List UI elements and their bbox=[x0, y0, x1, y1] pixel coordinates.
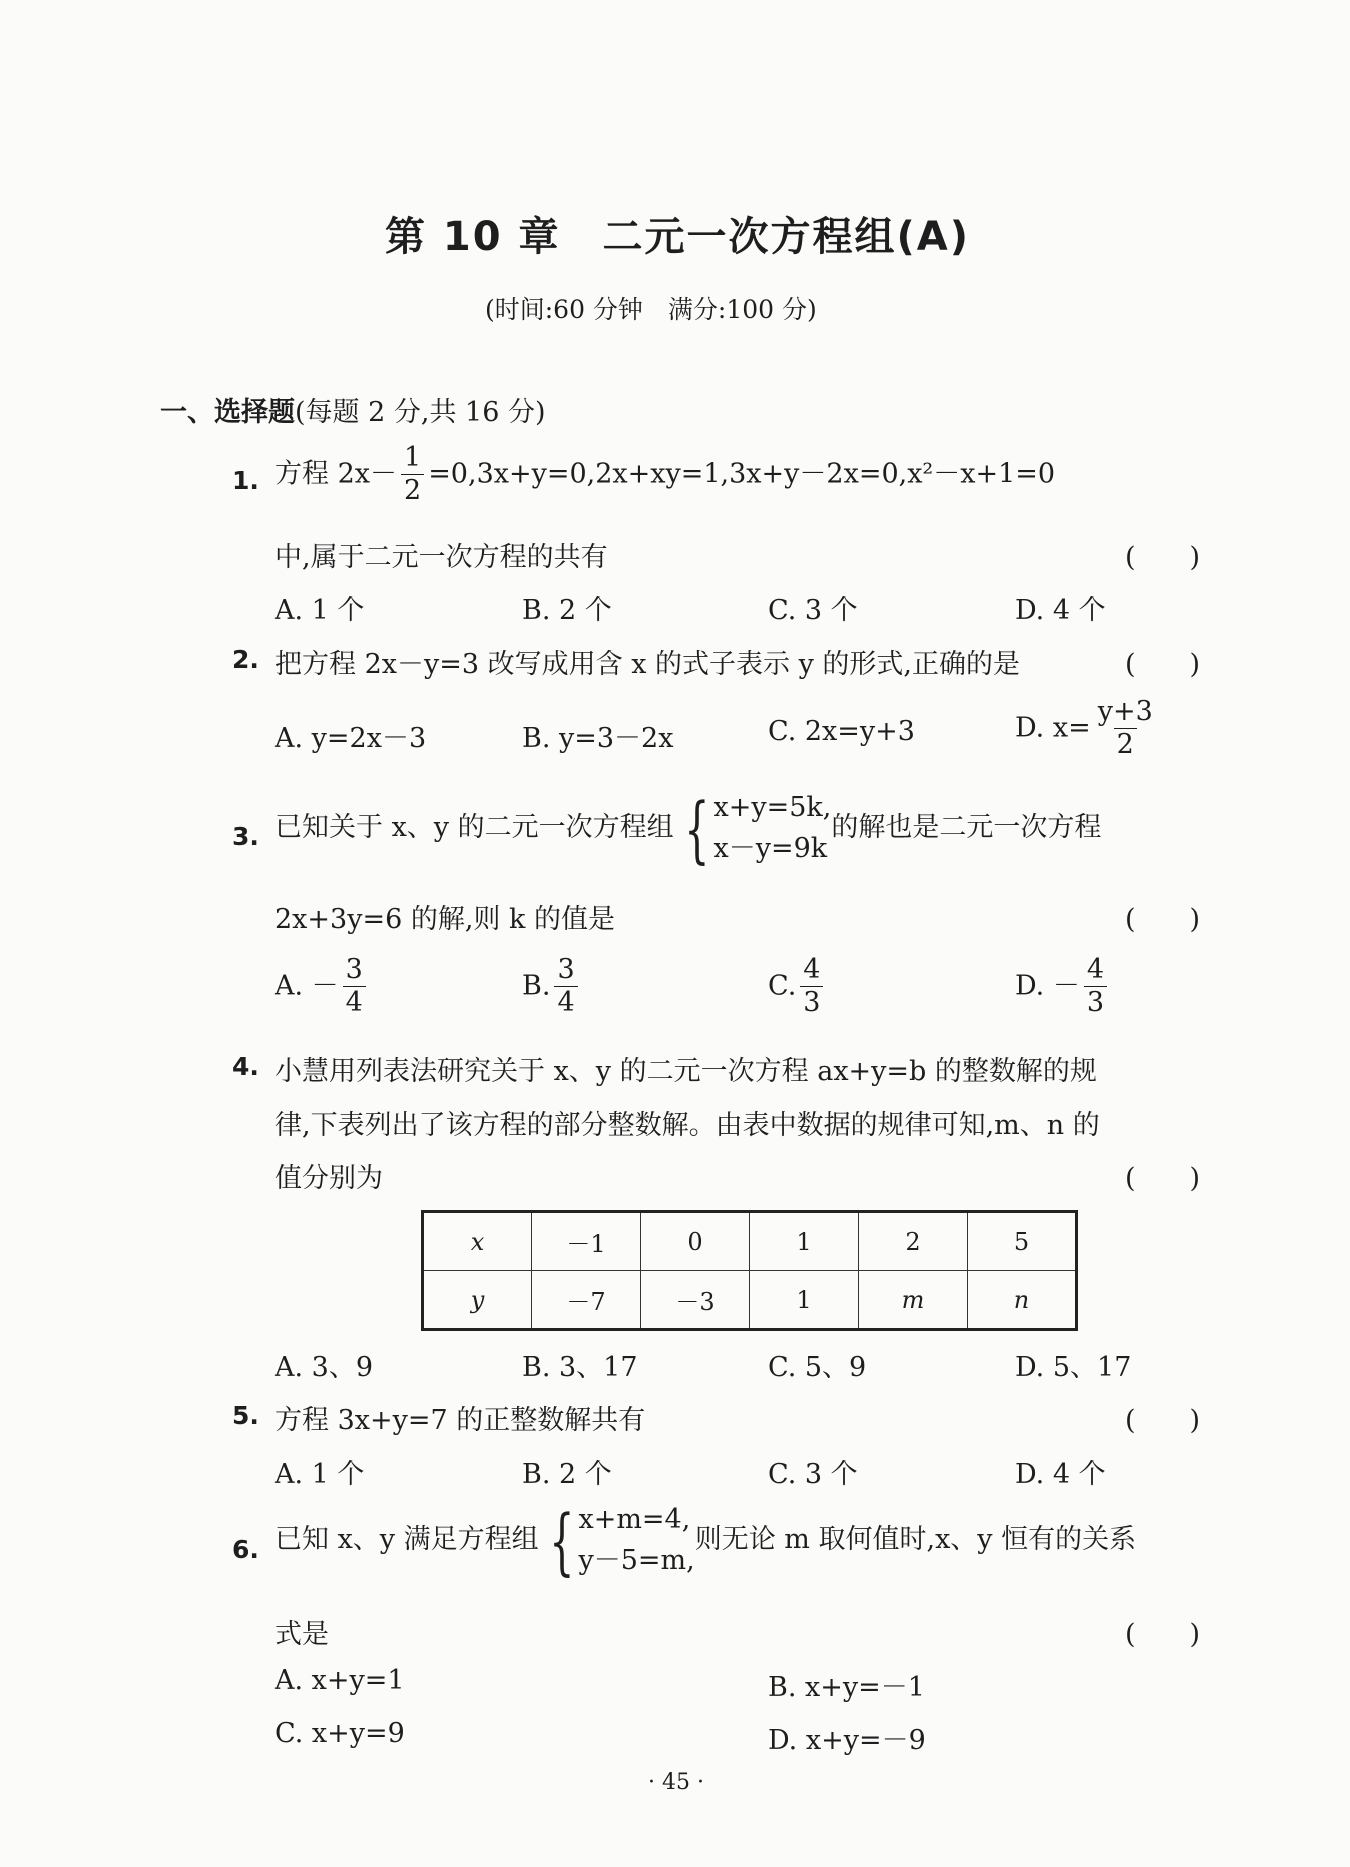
section-label: 一、选择题 bbox=[160, 397, 295, 428]
question-1-text bbox=[275, 444, 1055, 506]
table-cell: 2 bbox=[859, 1212, 968, 1271]
q5-option-a: A. 1 个 bbox=[275, 1459, 365, 1490]
table-cell bbox=[423, 1271, 532, 1330]
q3-opt-d-label: D. － bbox=[1015, 970, 1080, 1002]
q3-opt-d-num: 4 bbox=[1086, 954, 1105, 985]
q2-optd-den: 2 bbox=[1114, 728, 1137, 759]
question-6-text bbox=[275, 1500, 1136, 1581]
q3-opt-b-fraction bbox=[554, 956, 577, 1018]
q3-option-b bbox=[522, 956, 582, 1018]
q3-equation-system bbox=[674, 788, 832, 869]
q3-opt-c-fraction bbox=[800, 956, 823, 1018]
table-row-x bbox=[423, 1212, 1077, 1271]
q5-option-d: D. 4 个 bbox=[1015, 1459, 1106, 1490]
q6-eq2: y－5=m, bbox=[578, 1544, 695, 1576]
q3-opt-b-num: 3 bbox=[557, 954, 575, 985]
table-cell-n: n bbox=[1013, 1285, 1030, 1314]
q6-option-a: A. x+y=1 bbox=[275, 1665, 405, 1696]
q1-pre: 方程 2x－ bbox=[275, 458, 397, 490]
question-4-number: 4. bbox=[232, 1052, 259, 1081]
table-cell-m: m bbox=[901, 1285, 925, 1314]
table-header-x: x bbox=[470, 1227, 485, 1256]
question-2-number: 2. bbox=[232, 645, 259, 674]
table-cell: －1 bbox=[532, 1212, 641, 1271]
q3-eq2: x－y=9k bbox=[713, 832, 828, 864]
q2-option-b: B. y=3－2x bbox=[522, 723, 674, 754]
table-cell bbox=[968, 1271, 1077, 1330]
q2-option-a: A. y=2x－3 bbox=[275, 723, 427, 754]
q2-option-d-label: D. x= bbox=[1015, 712, 1091, 744]
q1-post: =0,3x+y=0,2x+xy=1,3x+y－2x=0,x²－x+1=0 bbox=[428, 458, 1056, 490]
table-row-y bbox=[423, 1271, 1077, 1330]
table-cell: －7 bbox=[532, 1271, 641, 1330]
q2-option-d-fraction bbox=[1095, 698, 1156, 760]
time-score-note: (时间:60 分钟 满分:100 分) bbox=[485, 295, 817, 324]
q3-opt-c-den: 3 bbox=[800, 986, 823, 1017]
q6-option-d: D. x+y=－9 bbox=[768, 1725, 926, 1756]
question-4-line2: 律,下表列出了该方程的部分整数解。由表中数据的规律可知,m、n 的 bbox=[275, 1110, 1100, 1141]
q3-opt-b-den: 4 bbox=[554, 986, 577, 1017]
q3-brace: { bbox=[683, 786, 710, 871]
table-cell bbox=[859, 1271, 968, 1330]
q3-pre: 已知关于 x、y 的二元一次方程组 bbox=[275, 812, 674, 843]
question-3-text bbox=[275, 788, 1101, 869]
q5-answer-paren: ( ) bbox=[1125, 1405, 1201, 1436]
question-6-number: 6. bbox=[232, 1535, 259, 1564]
q5-option-b: B. 2 个 bbox=[522, 1459, 612, 1490]
q1-fraction bbox=[401, 444, 424, 506]
q1-option-a: A. 1 个 bbox=[275, 595, 365, 626]
page-title: 第 10 章 二元一次方程组(A) bbox=[385, 214, 971, 260]
q2-optd-num: y+3 bbox=[1097, 696, 1153, 727]
q1-option-d: D. 4 个 bbox=[1015, 595, 1106, 626]
question-5-text: 方程 3x+y=7 的正整数解共有 bbox=[275, 1405, 646, 1436]
table-cell: 0 bbox=[641, 1212, 750, 1271]
q6-post: 则无论 m 取何值时,x、y 恒有的关系 bbox=[694, 1524, 1137, 1555]
question-3-number: 3. bbox=[232, 822, 259, 851]
q3-opt-c-label: C. bbox=[768, 970, 797, 1002]
question-1-number: 1. bbox=[232, 466, 259, 495]
q3-opt-d-fraction bbox=[1084, 956, 1107, 1018]
table-cell: 1 bbox=[750, 1212, 859, 1271]
q4-option-b: B. 3、17 bbox=[522, 1352, 638, 1383]
q3-opt-b-label: B. bbox=[522, 970, 551, 1002]
q3-post: 的解也是二元一次方程 bbox=[831, 812, 1102, 843]
q6-brace: { bbox=[548, 1498, 575, 1583]
table-cell: 5 bbox=[968, 1212, 1077, 1271]
q1-frac-den: 2 bbox=[401, 474, 424, 505]
q6-answer-paren: ( ) bbox=[1125, 1619, 1201, 1650]
q6-pre: 已知 x、y 满足方程组 bbox=[275, 1524, 539, 1555]
q2-option-d bbox=[1015, 698, 1160, 760]
q4-option-c: C. 5、9 bbox=[768, 1352, 867, 1383]
q3-opt-a-den: 4 bbox=[343, 986, 366, 1017]
q3-option-c bbox=[768, 956, 827, 1018]
table-cell bbox=[423, 1212, 532, 1271]
q3-opt-c-num: 4 bbox=[803, 954, 821, 985]
section-heading bbox=[160, 390, 546, 429]
question-5-number: 5. bbox=[232, 1401, 259, 1430]
question-3-line2: 2x+3y=6 的解,则 k 的值是 bbox=[275, 904, 615, 935]
q6-equation-system bbox=[539, 1500, 695, 1581]
question-4-line3: 值分别为 bbox=[275, 1163, 383, 1194]
q3-opt-a-fraction bbox=[343, 956, 366, 1018]
q3-opt-a-num: 3 bbox=[345, 954, 363, 985]
section-note: (每题 2 分,共 16 分) bbox=[295, 397, 546, 428]
q3-option-d bbox=[1015, 956, 1111, 1018]
q3-option-a bbox=[275, 956, 370, 1018]
table-header-y: y bbox=[470, 1285, 485, 1314]
q2-option-c: C. 2x=y+3 bbox=[768, 716, 915, 747]
q1-answer-paren: ( ) bbox=[1125, 542, 1201, 573]
q4-option-d: D. 5、17 bbox=[1015, 1352, 1132, 1383]
q4-option-a: A. 3、9 bbox=[275, 1352, 374, 1383]
question-6-line2: 式是 bbox=[275, 1619, 329, 1650]
q5-option-c: C. 3 个 bbox=[768, 1459, 858, 1490]
table-cell: 1 bbox=[750, 1271, 859, 1330]
q2-answer-paren: ( ) bbox=[1125, 649, 1201, 680]
q6-option-c: C. x+y=9 bbox=[275, 1718, 405, 1749]
table-cell: －3 bbox=[641, 1271, 750, 1330]
question-4-line1: 小慧用列表法研究关于 x、y 的二元一次方程 ax+y=b 的整数解的规 bbox=[275, 1056, 1097, 1087]
q6-eq1: x+m=4, bbox=[578, 1504, 691, 1535]
q3-answer-paren: ( ) bbox=[1125, 904, 1201, 935]
q3-opt-d-den: 3 bbox=[1084, 986, 1107, 1017]
q3-eq1: x+y=5k, bbox=[713, 792, 832, 823]
q6-option-b: B. x+y=－1 bbox=[768, 1672, 925, 1703]
q1-option-c: C. 3 个 bbox=[768, 595, 858, 626]
xy-solution-table bbox=[421, 1210, 1078, 1331]
q4-answer-paren: ( ) bbox=[1125, 1163, 1201, 1194]
q3-opt-a-label: A. － bbox=[275, 970, 339, 1002]
page-number: · 45 · bbox=[648, 1770, 704, 1795]
q1-frac-num: 1 bbox=[404, 442, 422, 473]
q1-option-b: B. 2 个 bbox=[522, 595, 612, 626]
question-2-text: 把方程 2x－y=3 改写成用含 x 的式子表示 y 的形式,正确的是 bbox=[275, 649, 1021, 680]
question-1-line2: 中,属于二元一次方程的共有 bbox=[275, 542, 608, 573]
